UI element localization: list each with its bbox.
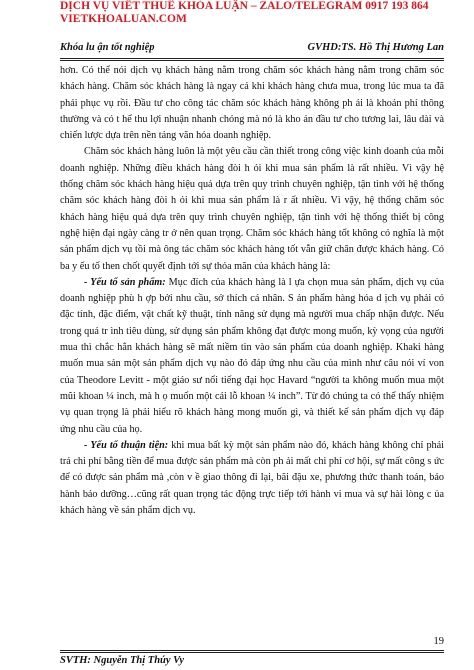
- item-title-convenience: - Yếu tố thuận tiện:: [84, 439, 169, 451]
- banner-line-2: VIETKHOALUAN.COM: [60, 13, 187, 25]
- header-advisor: GVHD:TS. Hồ Thị Hương Lan: [307, 42, 444, 53]
- paragraph-1: hơn. Có thể nói dịch vụ khách hàng nằm trong chăm sóc khách hàng nằm trong chăm sóc khách hàng. Chăm sóc khách hàng là ngay cả khi khách hàng chưa mua, trong lúc mua ta đã phải phục vụ rồi. Đầu tư cho công tác chăm sóc khách hàng không ph ải là khoản phí thông thường và có t hể thu lợi nhuận nhanh chóng mà nó là kho ản đầu tư cho tương lai, lâu dài và chiến lược dựa trên nền tảng văn hóa doanh nghiệp.: [60, 65, 444, 142]
- list-item-convenience: [60, 438, 444, 519]
- footer-rule: [60, 650, 444, 651]
- item-text-convenience: khi mua bất kỳ một sản phẩm nào đó, khách hàng không chỉ phải trả chi phí bằng tiền để mua được sản phẩm mà còn ph ải mất chi phí cơ hội, sự mất công s ức để có được sản phẩm mà ,còn v ề giao thông đi lại, bãi đậu xe, phương thức thanh toán, bảo hành bảo dưỡng…cũng rất quan trọng tác động trực tiếp tới hành vi mua và sự hài lòng c ủa khách hàng về sản phẩm dịch vụ.: [60, 439, 444, 517]
- footer-rule-secondary: [60, 652, 444, 653]
- page-footer: [60, 655, 444, 669]
- header-title: Khóa lu ận tốt nghiệp: [60, 42, 155, 53]
- banner-line-1: DỊCH VỤ VIẾT THUÊ KHÓA LUẬN – ZALO/TELEGRAM 0917 193 864: [60, 0, 429, 12]
- item-title-product: - Yếu tố sản phẩm:: [84, 276, 166, 288]
- footer-student: SVTH: Nguyễn Thị Thúy Vy: [60, 655, 185, 666]
- item-text-product: Mục đích của khách hàng là l ựa chọn mua sản phẩm, dịch vụ của doanh nghiệp phù h ợp bởi nhu cầu, sở thích cá nhân. S ản phẩm hàng hóa d ịch vụ phải có đặc tính, đặc điểm, vật chất kỹ thuật, tính năng sử dụng mà người mua chấp nhận được. Nếu trong quá tr ình tiêu dùng, sử dụng sản phẩm không đạt được mong muốn, kỳ vọng của người mua thì chắc hẳn khách hàng sẽ mất niềm tin vào sản phẩm của doanh nghiệp. Khaki hàng muốn mua sản một sản phẩm dịch vụ nào đó đáp ứng nhu cầu của mình như câu nói ví von của Theodore Levitt - một giáo sư nổi tiếng đại học Havard “người ta không muốn mua một mũi khoan ¼ inch, mà h ọ muốn một cái lỗ khoan ¼ inch”. Từ đó chúng ta có thể thấy nhiệm vụ quan trọng là phải hiểu rõ khách hàng mong muốn gì, và thiết kế sản phẩm dịch vụ đáp ứng nhu cầu của họ.: [60, 276, 444, 435]
- header-rule: [60, 58, 444, 59]
- paragraph-2: Chăm sóc khách hàng luôn là một yêu cầu cần thiết trong công việc kinh doanh của mỗi doanh nghiệp. Những điều khách hàng đòi h ỏi khi mua sản phẩm là rất nhiều. Vì vậy hệ thống chăm sóc khách hàng hiệu quả dựa trên quy trình chuyên nghiệp, tận tình với hệ thống chăm sóc khách hàng đòi h ỏi khi mua sản phẩm là r ất nhiều. Vì vậy, hệ thống chăm sóc khách hàng hiệu quả dựa trên quy trình chuyên nghiệp, tận tình với hệ thống thiết bị công nghệ hiện đại ngày càng tr ở nên quan trọng. Chăm sóc khách hàng tốt không có nghĩa là một sản phẩm dịch vụ tồi mà ông tác chăm sóc khách hàng tốt vẫn giữ chân được khách hàng. Có ba y ếu tố then chốt quyết định tới sự thỏa mãn của khách hàng là:: [60, 146, 444, 272]
- page-header: [60, 42, 444, 58]
- document-body: [60, 63, 444, 519]
- watermark-banner: [60, 0, 460, 26]
- header-rule-secondary: [60, 60, 444, 61]
- list-item-product: [60, 275, 444, 438]
- page-number: 19: [433, 636, 444, 647]
